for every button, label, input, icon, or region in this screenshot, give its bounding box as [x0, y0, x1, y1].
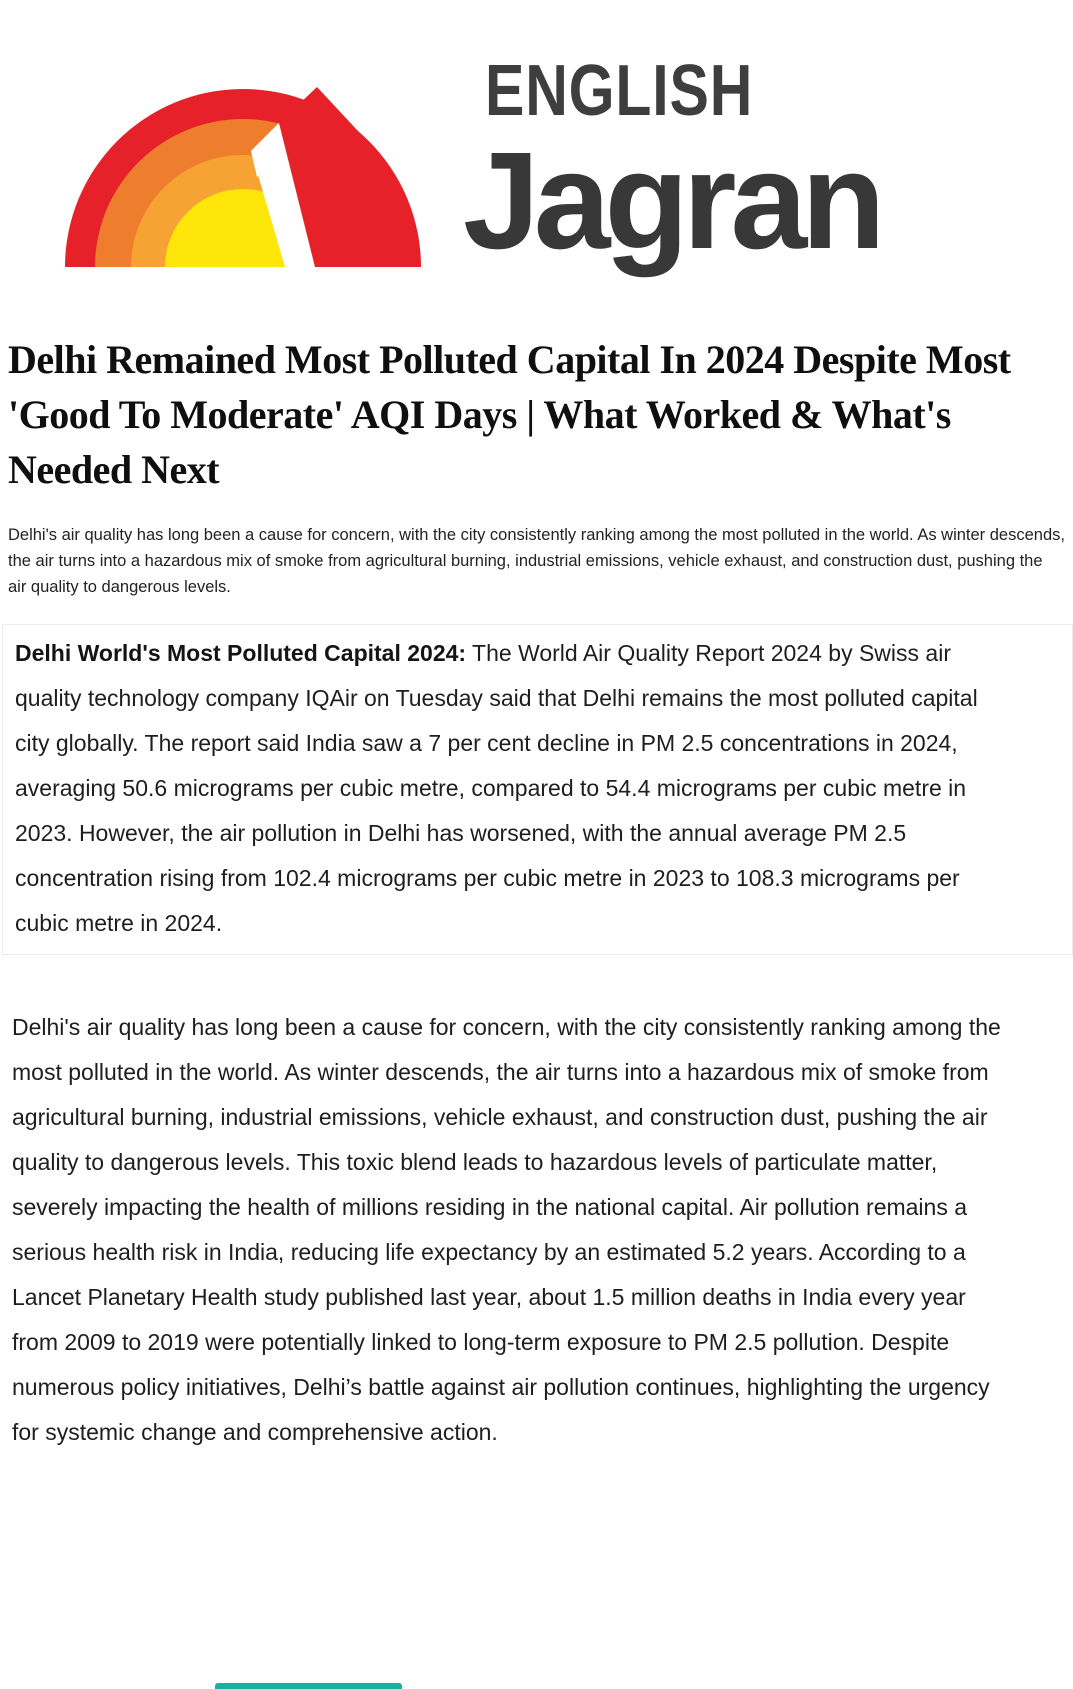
- jagran-sun-icon: [65, 55, 421, 267]
- masthead-logo[interactable]: [0, 0, 1073, 278]
- lead-paragraph-bold-prefix: Delhi World's Most Polluted Capital 2024:: [15, 640, 467, 667]
- masthead-edition-label: ENGLISH: [485, 51, 754, 131]
- masthead-wordmark: [463, 51, 880, 278]
- lead-paragraph: [15, 631, 1000, 946]
- body-paragraph: Delhi's air quality has long been a cause for concern, with the city consistently ranking among the most polluted in the world. As winter descends, the air turns into a hazardous mix of smoke from agricultural burning, industrial emissions, vehicle exhaust, and construction dust, pushing the air quality to dangerous levels. This toxic blend leads to hazardous levels of particulate matter, severely impacting the health of millions residing in the national capital. Air pollution remains a serious health risk in India, reducing life expectancy by an estimated 5.2 years. According to a Lancet Planetary Health study published last year, about 1.5 million deaths in India every year from 2009 to 2019 were potentially linked to long-term exposure to PM 2.5 pollution. Despite numerous policy initiatives, Delhi’s battle against air pollution continues, highlighting the urgency for systemic change and comprehensive action.: [12, 1014, 1001, 1446]
- article-standfirst: Delhi's air quality has long been a cause for concern, with the city consistently ranking among the most polluted in the world. As winter descends, the air turns into a hazardous mix of smoke from agricultural burning, industrial emissions, vehicle exhaust, and construction dust, pushing the air quality to dangerous levels.: [8, 526, 1065, 596]
- lead-paragraph-box: [2, 624, 1073, 955]
- article: [0, 332, 1073, 1455]
- bottom-accent-bar: [215, 1683, 402, 1689]
- article-headline: Delhi Remained Most Polluted Capital In 2024 Despite Most 'Good To Moderate' AQI Days | What Worked & What's Needed Next: [8, 336, 1011, 493]
- masthead-brand-name: Jagran: [463, 124, 880, 278]
- lead-paragraph-text: The World Air Quality Report 2024 by Swiss air quality technology company IQAir on Tuesday said that Delhi remains the most polluted capital city globally. The report said India saw a 7 per cent decline in PM 2.5 concentrations in 2024, averaging 50.6 micrograms per cubic metre, compared to 54.4 micrograms per cubic metre in 2023. However, the air pollution in Delhi has worsened, with the annual average PM 2.5 concentration rising from 102.4 micrograms per cubic metre in 2023 to 108.3 micrograms per cubic metre in 2024.: [15, 640, 978, 937]
